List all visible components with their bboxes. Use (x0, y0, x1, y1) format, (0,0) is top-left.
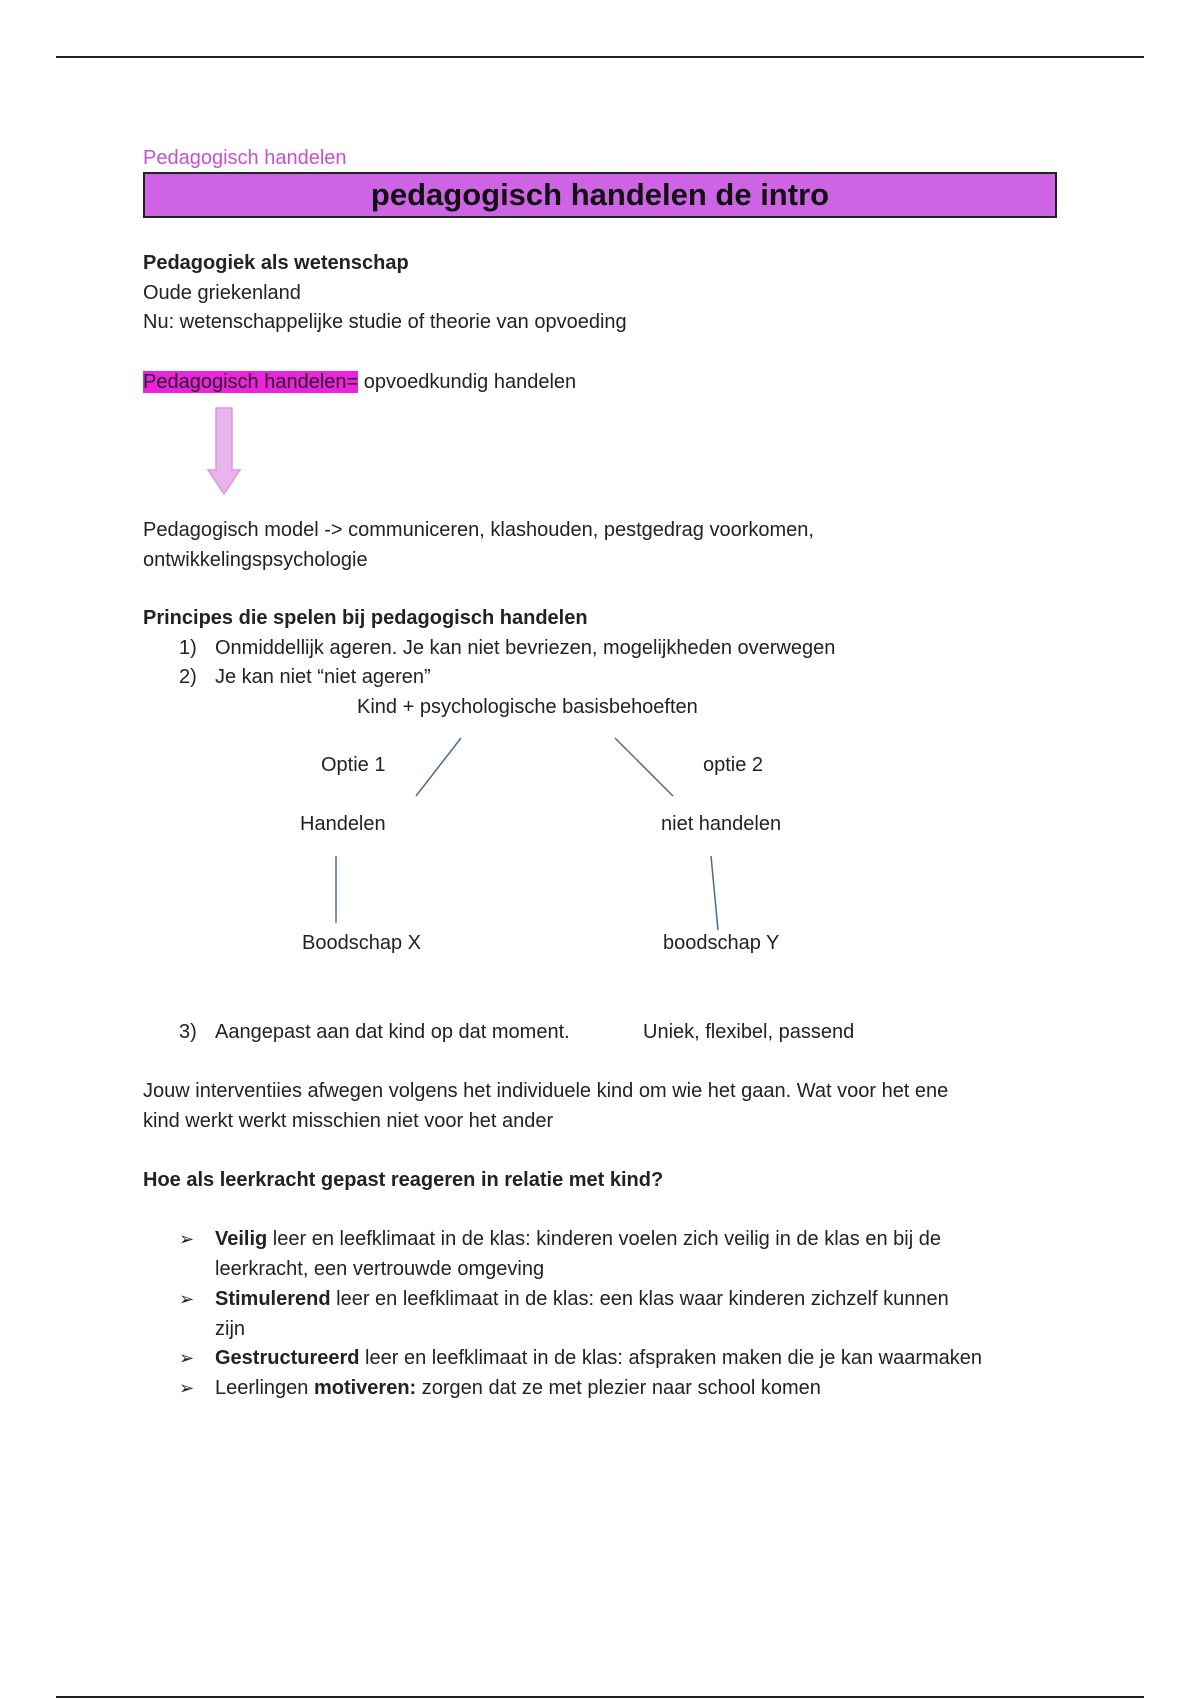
arrow-bullet-icon: ➢ (179, 1289, 195, 1309)
list-number: 3) (179, 1021, 197, 1043)
diagram-branch-1: Handelen (300, 813, 386, 835)
bullet-text: leer en leefklimaat in de klas: kinderen voelen zich veilig in de klas en bij de (267, 1228, 941, 1250)
list-item-extra: Uniek, flexibel, passend (643, 1021, 855, 1043)
bullet-item (179, 1285, 949, 1313)
definition-rest: opvoedkundig handelen (358, 371, 577, 393)
definition-term: Pedagogisch handelen= (143, 371, 359, 393)
bullet-bold: motiveren: (313, 1377, 417, 1399)
diagram-option-2: optie 2 (703, 754, 764, 776)
diagram-result-2: boodschap Y (663, 932, 780, 954)
bullet-item (179, 1374, 821, 1402)
bullet-text: leer en leefklimaat in de klas: een klas waar kinderen zichzelf kunnen (330, 1288, 949, 1310)
bullet-bold: Gestructureerd (215, 1347, 360, 1369)
section-heading-wetenschap: Pedagogiek als wetenschap (143, 252, 409, 274)
text-line: Pedagogisch model -> communiceren, klashouden, pestgedrag voorkomen, (143, 519, 814, 541)
text-line: Nu: wetenschappelijke studie of theorie van opvoeding (143, 311, 627, 333)
text-line: ontwikkelingspsychologie (143, 549, 368, 571)
arrow-bullet-icon: ➢ (179, 1378, 195, 1398)
text-line: Jouw interventiies afwegen volgens het individuele kind om wie het gaan. Wat voor het ene (143, 1080, 949, 1102)
arrow-bullet-icon: ➢ (179, 1348, 195, 1368)
arrow-bullet-icon: ➢ (179, 1229, 195, 1249)
bullet-continuation: zijn (215, 1318, 246, 1340)
diagram-branch-2: niet handelen (661, 813, 782, 835)
diagram-root: Kind + psychologische basisbehoeften (357, 696, 698, 718)
diagram-option-1: Optie 1 (321, 754, 386, 776)
bullet-continuation: leerkracht, een vertrouwde omgeving (215, 1258, 545, 1280)
list-number: 1) (179, 637, 197, 659)
list-item-text: Je kan niet “niet ageren” (215, 666, 431, 688)
bullet-item (179, 1344, 982, 1372)
bottom-rule (56, 1696, 1144, 1698)
section-heading-principes: Principes die spelen bij pedagogisch handelen (143, 607, 588, 629)
connector-line (711, 856, 718, 930)
diagram-result-1: Boodschap X (302, 932, 421, 954)
list-item-text: Onmiddellijk ageren. Je kan niet bevriezen, mogelijkheden overwegen (215, 637, 836, 659)
section-heading-reageren: Hoe als leerkracht gepast reageren in relatie met kind? (143, 1169, 664, 1191)
header-label: Pedagogisch handelen (143, 147, 347, 169)
bullet-bold: Stimulerend (215, 1288, 331, 1310)
text-line: Oude griekenland (143, 282, 301, 304)
connector-line (615, 738, 673, 796)
bullet-text: leer en leefklimaat in de klas: afspraken maken die je kan waarmaken (359, 1347, 983, 1369)
text-line: kind werkt werkt misschien niet voor het ander (143, 1110, 554, 1132)
list-item-text: Aangepast aan dat kind op dat moment. (215, 1021, 570, 1043)
bullet-bold: Veilig (215, 1228, 268, 1250)
bullet-item (179, 1225, 941, 1253)
page-title: pedagogisch handelen de intro (370, 177, 830, 212)
list-number: 2) (179, 666, 197, 688)
connector-line (416, 738, 461, 796)
bullet-text: zorgen dat ze met plezier naar school komen (416, 1377, 821, 1399)
bullet-text: Leerlingen (215, 1377, 314, 1399)
list-item (179, 1018, 570, 1046)
